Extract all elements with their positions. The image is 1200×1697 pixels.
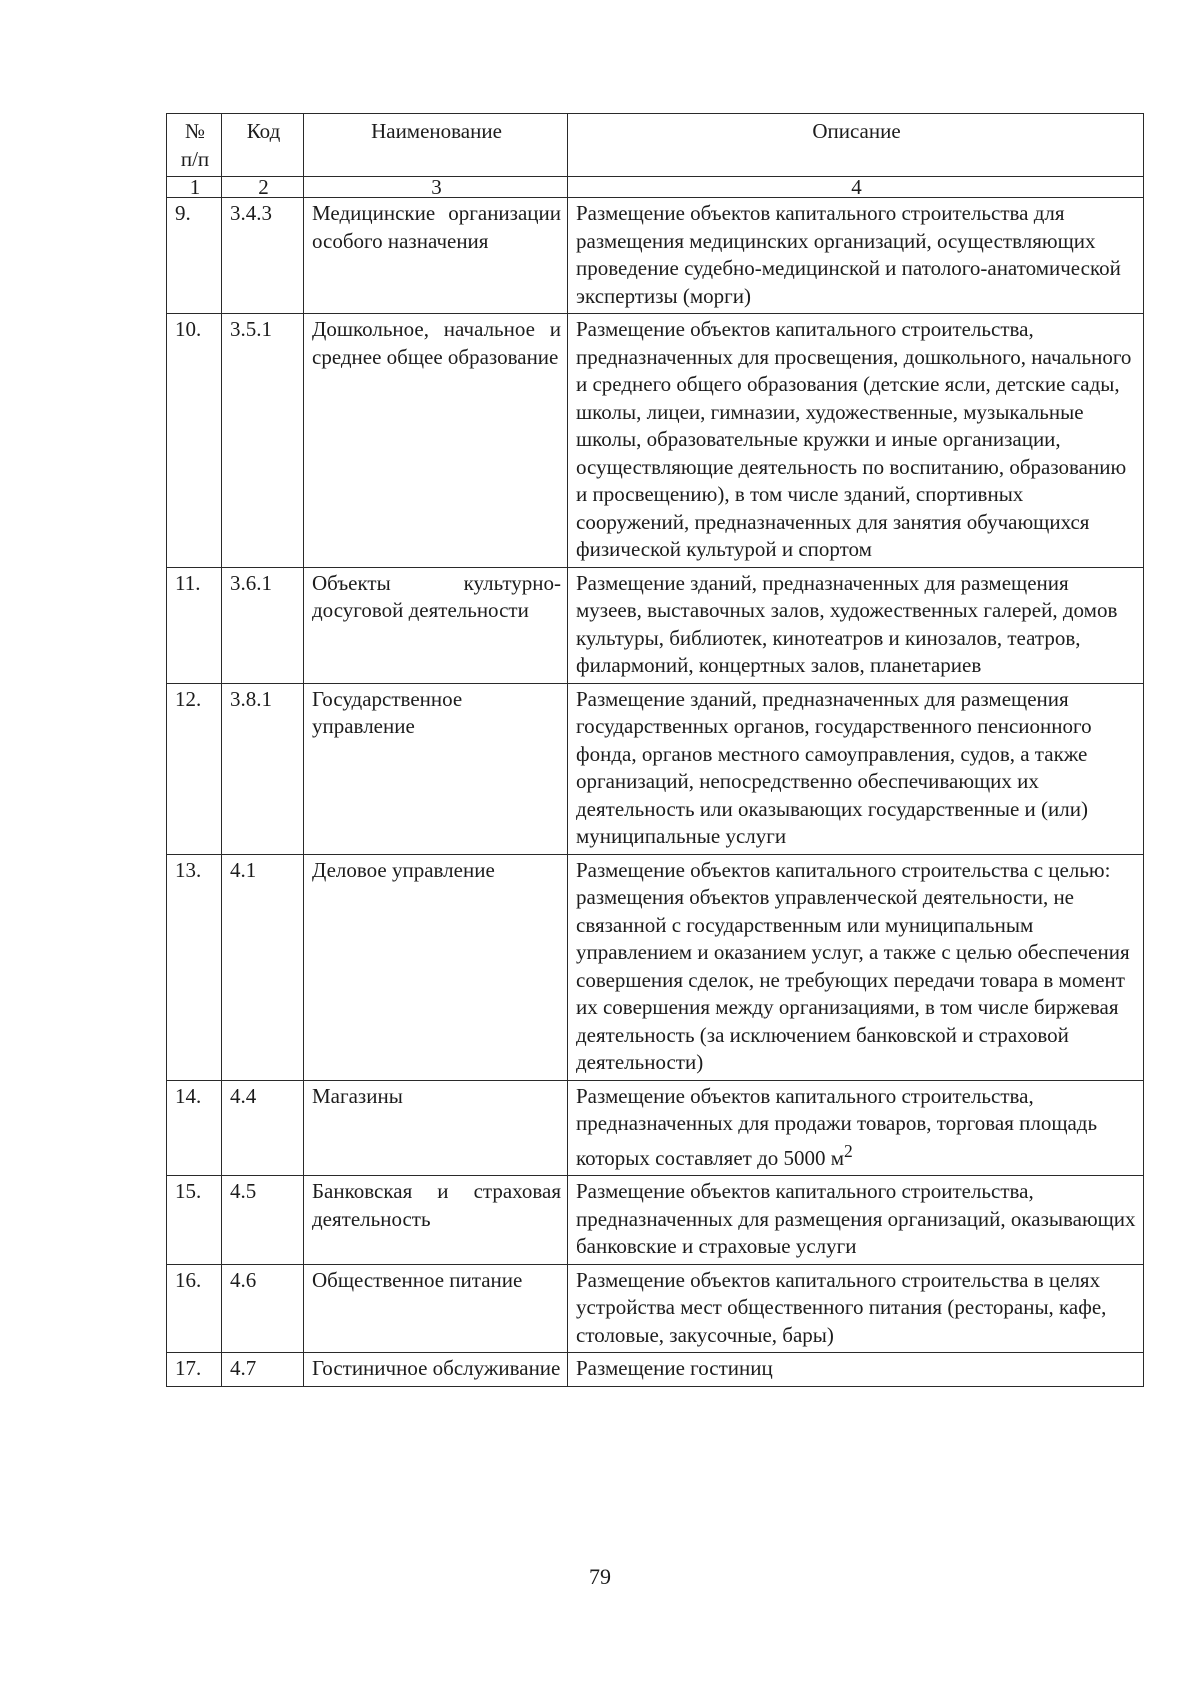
table-row [167,198,1144,314]
table-row [167,1353,1144,1387]
table-row [167,1264,1144,1353]
row-code: 4.6 [222,1264,304,1353]
page-number: 79 [589,1564,611,1589]
row-code: 3.5.1 [222,314,304,568]
row-code: 3.4.3 [222,198,304,314]
row-num: 10. [167,314,222,568]
column-index-2: 2 [222,177,304,198]
table-header-row [167,114,1144,177]
header-num: № п/п [167,114,222,177]
row-code: 4.5 [222,1176,304,1265]
row-num: 14. [167,1080,222,1176]
table-row [167,1080,1144,1176]
row-desc-text: Размещение объектов капитального строительства, предназначенных для продажи товаров, торговая площадь которых составляет до 5000 м [576,1083,1098,1170]
row-name: Гостиничное обслуживание [304,1353,568,1387]
row-name: Государственное управление [304,683,568,854]
row-num: 13. [167,854,222,1080]
header-code: Код [222,114,304,177]
header-desc: Описание [568,114,1144,177]
row-name: Медицинские организации особого назначения [304,198,568,314]
column-index-1: 1 [167,177,222,198]
row-desc: Размещение зданий, предназначенных для размещения музеев, выставочных залов, художественных галерей, домов культуры, библиотек, кинотеатров и кинозалов, театров, филармоний, концертных залов, планетариев [568,567,1144,683]
table-row [167,314,1144,568]
row-desc: Размещение объектов капитального строительства для размещения медицинских организаций, осуществляющих проведение судебно-медицинской и патолого-анатомической экспертизы (морги) [568,198,1144,314]
row-desc: Размещение зданий, предназначенных для размещения государственных органов, государственного пенсионного фонда, органов местного самоуправления, судов, а также организаций, непосредственно обеспечивающих их деятельность или оказывающих государственные и (или) муниципальные услуги [568,683,1144,854]
row-code: 3.6.1 [222,567,304,683]
row-desc: Размещение объектов капитального строительства, предназначенных для просвещения, дошкольного, начального и среднего общего образования (детские ясли, детские сады, школы, лицеи, гимназии, художественные, музыкальные школы, образовательные кружки и иные организации, осуществляющие деятельность по воспитанию, образованию и просвещению), в том числе зданий, спортивных сооружений, предназначенных для занятия обучающихся физической культурой и спортом [568,314,1144,568]
column-index-row [167,177,1144,198]
row-code: 4.4 [222,1080,304,1176]
table-row [167,854,1144,1080]
row-name: Общественное питание [304,1264,568,1353]
row-desc: Размещение объектов капитального строительства, предназначенных для размещения организаций, оказывающих банковские и страховые услуги [568,1176,1144,1265]
table-row [167,1176,1144,1265]
table-row [167,567,1144,683]
row-name: Банковская и страховая деятельность [304,1176,568,1265]
row-num: 12. [167,683,222,854]
column-index-4: 4 [568,177,1144,198]
land-use-table [166,113,1144,1387]
row-name: Объекты культурно-досуговой деятельности [304,567,568,683]
table-row [167,683,1144,854]
row-desc: Размещение гостиниц [568,1353,1144,1387]
row-desc: Размещение объектов капитального строительства с целью: размещения объектов управленческой деятельности, не связанной с государственным или муниципальным управлением и оказанием услуг, а также с целью обеспечения совершения сделок, не требующих передачи товара в момент их совершения между организациями, в том числе биржевая деятельность (за исключением банковской и страховой деятельности) [568,854,1144,1080]
row-desc: Размещение объектов капитального строительства в целях устройства мест общественного питания (рестораны, кафе, столовые, закусочные, бары) [568,1264,1144,1353]
row-code: 4.7 [222,1353,304,1387]
header-name: Наименование [304,114,568,177]
row-name: Дошкольное, начальное и среднее общее образование [304,314,568,568]
row-num: 9. [167,198,222,314]
row-num: 17. [167,1353,222,1387]
row-num: 15. [167,1176,222,1265]
row-num: 16. [167,1264,222,1353]
row-name: Деловое управление [304,854,568,1080]
square-meter-superscript: 2 [844,1140,853,1161]
row-num: 11. [167,567,222,683]
row-name: Магазины [304,1080,568,1176]
row-desc [568,1080,1144,1176]
row-code: 3.8.1 [222,683,304,854]
row-code: 4.1 [222,854,304,1080]
column-index-3: 3 [304,177,568,198]
